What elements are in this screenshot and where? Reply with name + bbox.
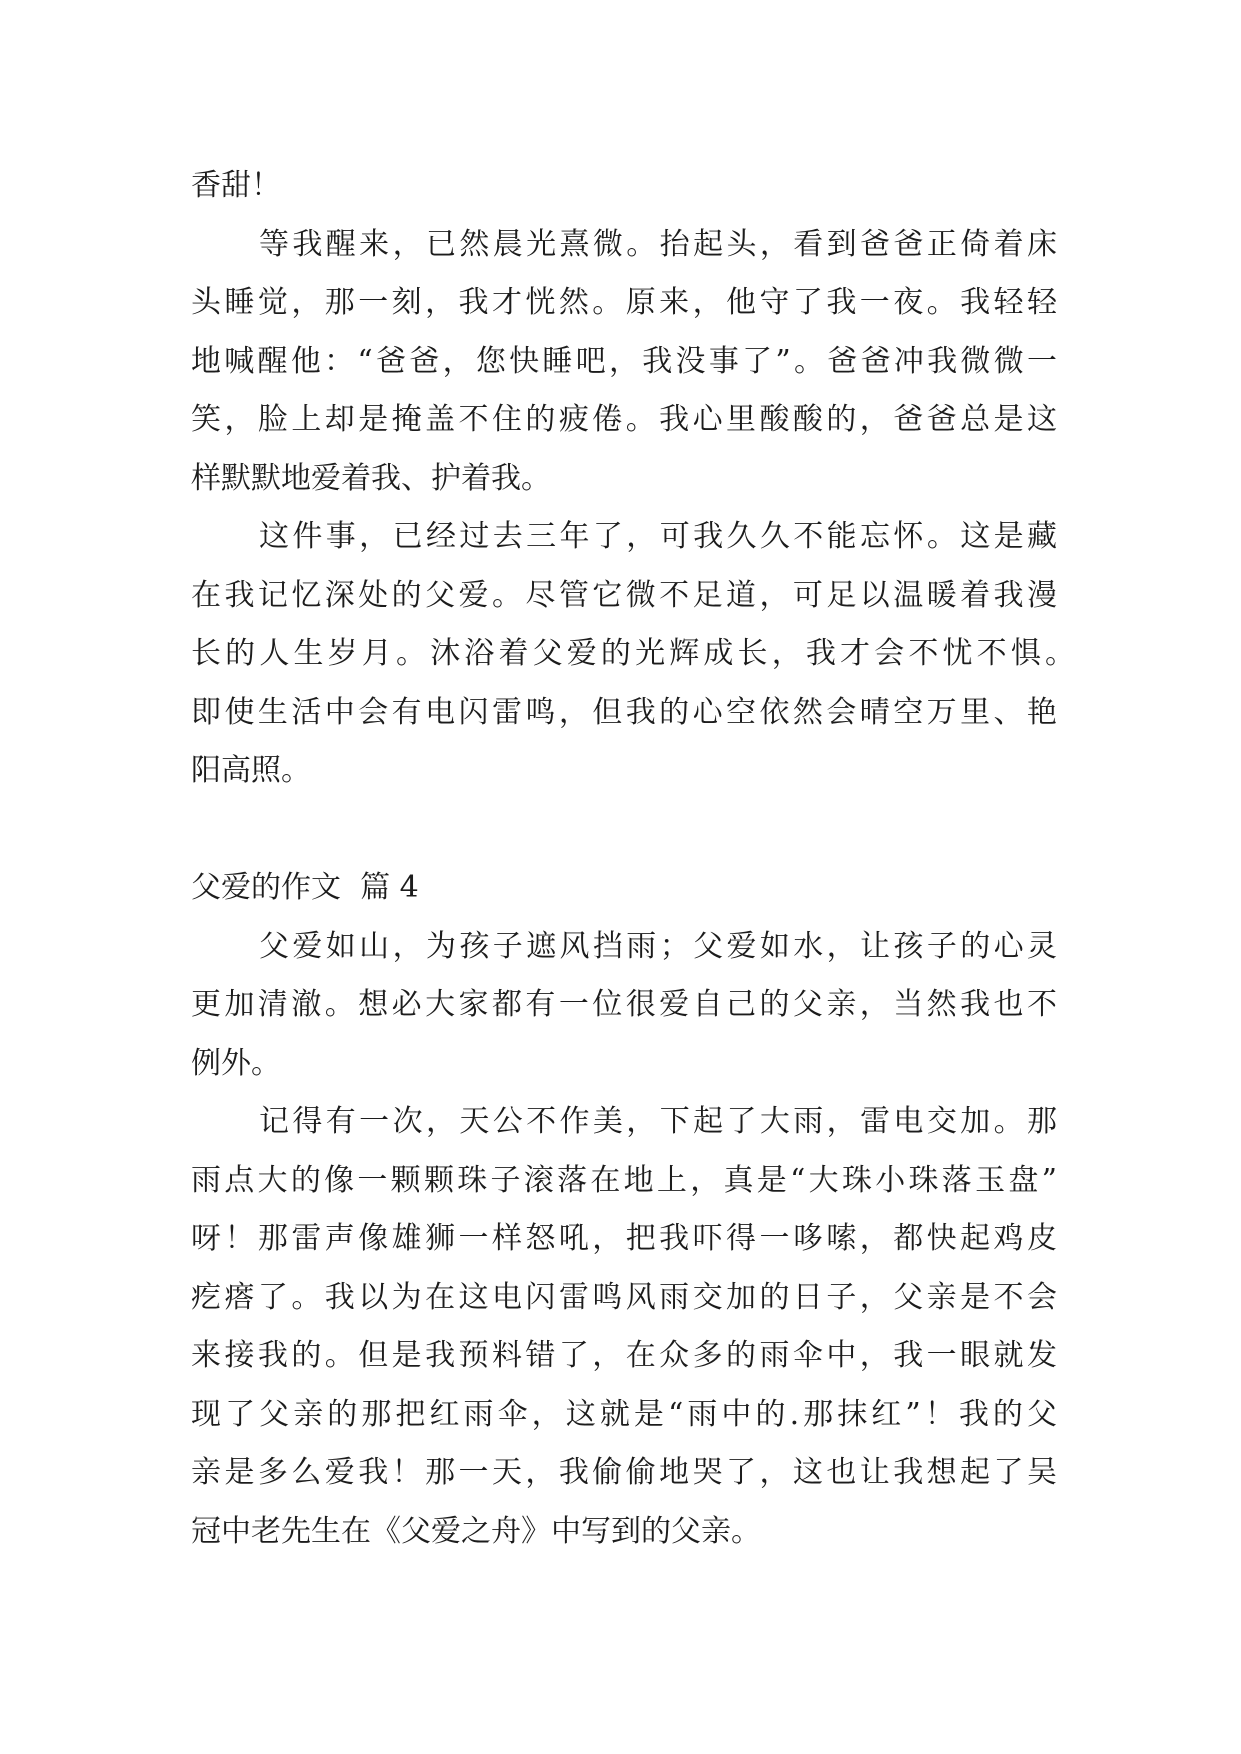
body-line: 父爱如山，为孩子遮风挡雨；父爱如水，让孩子的心灵 — [259, 928, 1057, 964]
body-line: 长的人生岁月。沐浴着父爱的光辉成长，我才会不忧不惧。 — [191, 636, 1075, 671]
body-line: 地喊醒他：“爸爸，您快睡吧，我没事了”。爸爸冲我微微一 — [191, 343, 1057, 379]
body-line: 头睡觉，那一刻，我才恍然。原来，他守了我一夜。我轻轻 — [191, 285, 1057, 320]
paragraph — [191, 918, 1057, 1094]
body-line: 现了父亲的那把红雨伞，这就是“雨中的.那抹红”！我的父 — [191, 1396, 1057, 1432]
body-line: 来接我的。但是我预料错了，在众多的雨伞中，我一眼就发 — [191, 1338, 1057, 1373]
body-line: 例外。 — [191, 1045, 281, 1081]
body-line: 香甜！ — [191, 168, 281, 203]
paragraph — [191, 216, 1057, 509]
document-body — [191, 157, 1075, 1561]
body-line: 呀！那雷声像雄狮一样怒吼，把我吓得一哆嗦，都快起鸡皮 — [191, 1221, 1057, 1256]
body-line: 疙瘩了。我以为在这电闪雷鸣风雨交加的日子，父亲是不会 — [191, 1279, 1057, 1315]
body-line: 笑，脸上却是掩盖不住的疲倦。我心里酸酸的，爸爸总是这 — [191, 402, 1057, 437]
body-line: 等我醒来，已然晨光熹微。抬起头，看到爸爸正倚着床 — [259, 226, 1057, 262]
section-heading: 父爱的作文 篇 4 — [191, 870, 419, 905]
body-line: 记得有一次，天公不作美，下起了大雨，雷电交加。那 — [259, 1104, 1057, 1139]
body-line: 在我记忆深处的父爱。尽管它微不足道，可足以温暖着我漫 — [191, 577, 1057, 613]
body-line: 冠中老先生在《父爱之舟》中写到的父亲。 — [191, 1513, 761, 1549]
body-line: 这件事，已经过去三年了，可我久久不能忘怀。这是藏 — [259, 519, 1057, 554]
body-line: 雨点大的像一颗颗珠子滚落在地上，真是“大珠小珠落玉盘” — [191, 1162, 1057, 1198]
paragraph — [191, 1093, 1057, 1561]
paragraph — [191, 508, 1075, 801]
body-line: 亲是多么爱我！那一天，我偷偷地哭了，这也让我想起了吴 — [191, 1455, 1057, 1490]
body-line: 更加清澈。想必大家都有一位很爱自己的父亲，当然我也不 — [191, 987, 1057, 1022]
body-line: 阳高照。 — [191, 753, 311, 788]
paragraph — [191, 157, 1057, 216]
blank-line — [191, 801, 1057, 860]
body-line: 即使生活中会有电闪雷鸣，但我的心空依然会晴空万里、艳 — [191, 694, 1057, 730]
body-line: 样默默地爱着我、护着我。 — [191, 460, 551, 496]
